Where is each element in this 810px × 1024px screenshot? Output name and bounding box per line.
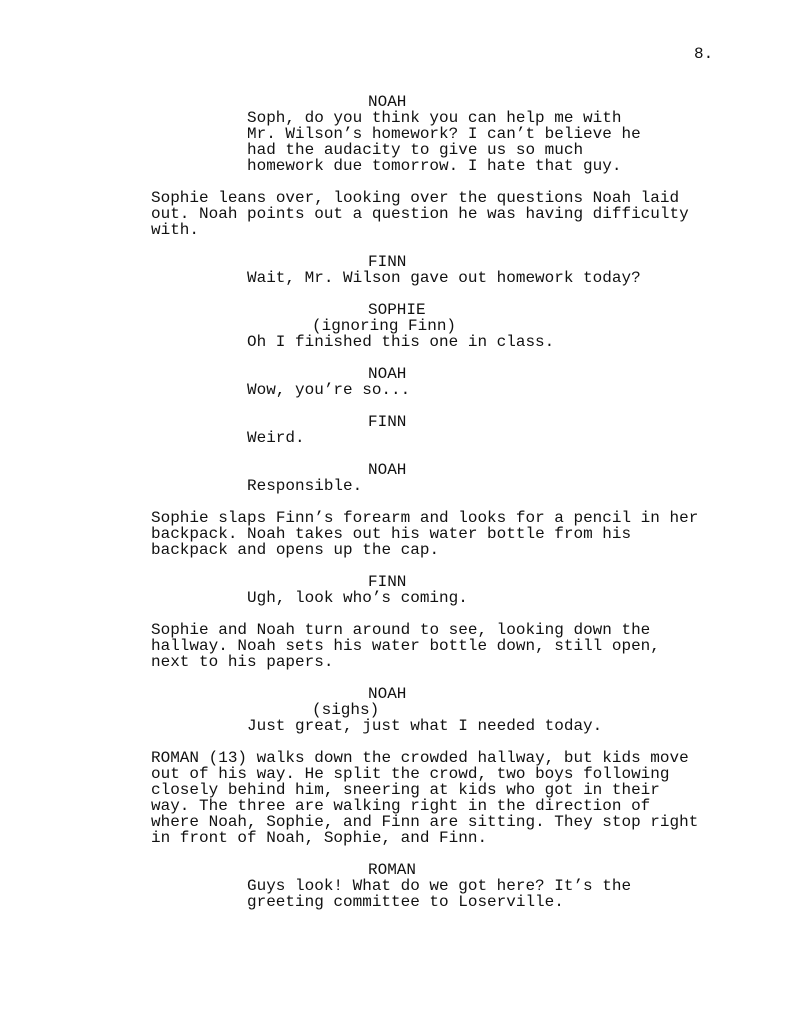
blank-line xyxy=(0,238,810,254)
blank-line xyxy=(0,286,810,302)
dialogue-line: Guys look! What do we got here? It’s the xyxy=(247,877,632,895)
character-block xyxy=(0,254,810,270)
character-name: NOAH xyxy=(368,685,407,703)
dialogue-block xyxy=(0,430,810,446)
action-line: closely behind him, sneering at kids who got in their xyxy=(151,781,660,799)
dialogue-line: Just great, just what I needed today. xyxy=(247,717,603,735)
character-block xyxy=(0,366,810,382)
blank-line xyxy=(0,494,810,510)
action-line: way. The three are walking right in the direction of xyxy=(151,797,651,815)
dialogue-line: had the audacity to give us so much xyxy=(247,141,584,159)
action-line: ROMAN (13) walks down the crowded hallway, but kids move xyxy=(151,749,689,767)
action-block xyxy=(0,510,810,558)
character-name: NOAH xyxy=(368,365,407,383)
dialogue-block xyxy=(0,590,810,606)
dialogue-line: Wait, Mr. Wilson gave out homework today? xyxy=(247,269,641,287)
dialogue-line: Responsible. xyxy=(247,477,363,495)
character-name: FINN xyxy=(368,573,407,591)
action-line: backpack and opens up the cap. xyxy=(151,541,440,559)
script-body xyxy=(0,94,810,910)
character-block xyxy=(0,302,810,318)
dialogue-block xyxy=(0,718,810,734)
blank-line xyxy=(0,174,810,190)
action-block xyxy=(0,622,810,670)
dialogue-line: Soph, do you think you can help me with xyxy=(247,109,622,127)
page-number: 8. xyxy=(694,45,714,63)
character-block xyxy=(0,414,810,430)
action-line: Sophie leans over, looking over the questions Noah laid xyxy=(151,189,680,207)
parenthetical: (ignoring Finn) xyxy=(312,317,457,335)
character-block xyxy=(0,462,810,478)
character-name: FINN xyxy=(368,413,407,431)
action-line: out. Noah points out a question he was having difficulty xyxy=(151,205,689,223)
character-name: NOAH xyxy=(368,93,407,111)
action-line: in front of Noah, Sophie, and Finn. xyxy=(151,829,488,847)
dialogue-line: homework due tomorrow. I hate that guy. xyxy=(247,157,622,175)
dialogue-block xyxy=(0,110,810,174)
character-block xyxy=(0,862,810,878)
action-block xyxy=(0,190,810,238)
dialogue-block xyxy=(0,382,810,398)
action-line: next to his papers. xyxy=(151,653,334,671)
blank-line xyxy=(0,846,810,862)
blank-line xyxy=(0,606,810,622)
dialogue-block xyxy=(0,270,810,286)
character-block xyxy=(0,686,810,702)
dialogue-line: Weird. xyxy=(247,429,305,447)
action-line: Sophie slaps Finn’s forearm and looks for a pencil in her xyxy=(151,509,699,527)
action-line: with. xyxy=(151,221,200,239)
dialogue-line: Wow, you’re so... xyxy=(247,381,411,399)
action-line: hallway. Noah sets his water bottle down, still open, xyxy=(151,637,660,655)
blank-line xyxy=(0,558,810,574)
blank-line xyxy=(0,350,810,366)
action-line: out of his way. He split the crowd, two boys following xyxy=(151,765,670,783)
character-name: FINN xyxy=(368,253,407,271)
dialogue-line: greeting committee to Loserville. xyxy=(247,893,564,911)
dialogue-block xyxy=(0,334,810,350)
dialogue-line: Mr. Wilson’s homework? I can’t believe he xyxy=(247,125,641,143)
blank-line xyxy=(0,734,810,750)
character-name: NOAH xyxy=(368,461,407,479)
character-block xyxy=(0,574,810,590)
blank-line xyxy=(0,446,810,462)
blank-line xyxy=(0,398,810,414)
action-block xyxy=(0,750,810,846)
action-line: where Noah, Sophie, and Finn are sitting. They stop right xyxy=(151,813,699,831)
parenthetical-block xyxy=(0,702,810,718)
character-name: ROMAN xyxy=(368,861,417,879)
dialogue-line: Ugh, look who’s coming. xyxy=(247,589,468,607)
blank-line xyxy=(0,670,810,686)
dialogue-line: Oh I finished this one in class. xyxy=(247,333,555,351)
action-line: Sophie and Noah turn around to see, looking down the xyxy=(151,621,651,639)
parenthetical-block xyxy=(0,318,810,334)
dialogue-block xyxy=(0,478,810,494)
action-line: backpack. Noah takes out his water bottle from his xyxy=(151,525,632,543)
dialogue-block xyxy=(0,878,810,910)
parenthetical: (sighs) xyxy=(312,701,380,719)
character-block xyxy=(0,94,810,110)
character-name: SOPHIE xyxy=(368,301,426,319)
